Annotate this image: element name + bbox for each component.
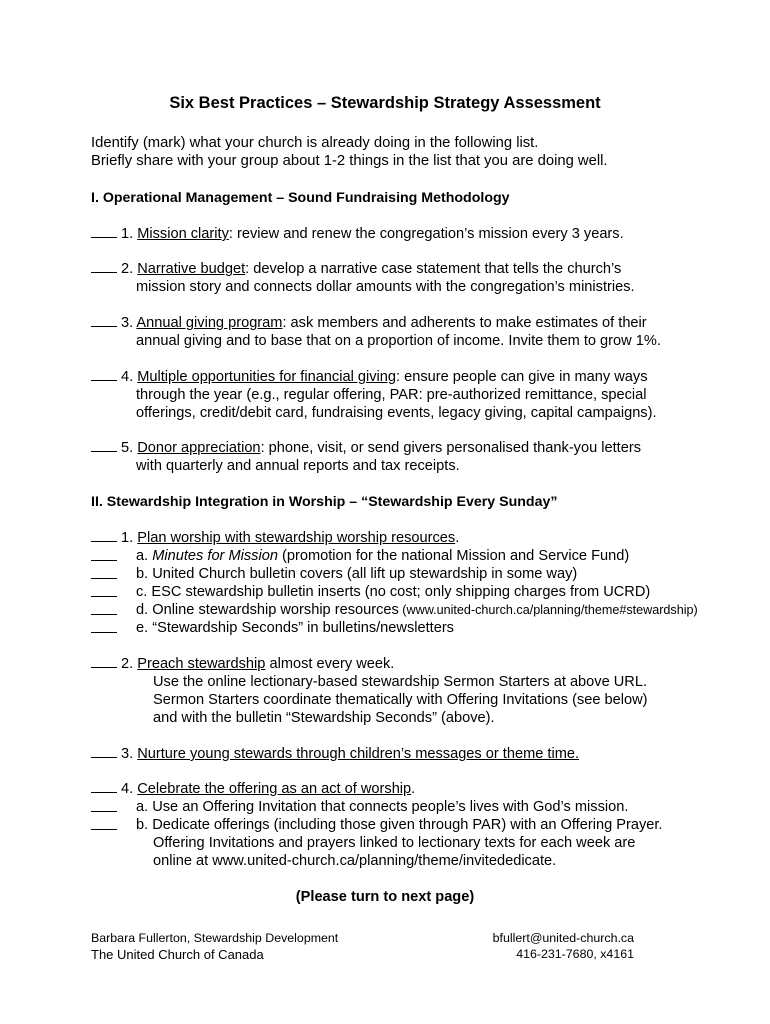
footer-organization: The United Church of Canada [91, 947, 264, 962]
footer-author: Barbara Fullerton, Stewardship Development [91, 931, 339, 945]
s2-item-1: 1. Plan worship with stewardship worship resources. [91, 529, 459, 547]
s2-item-1e: e. “Stewardship Seconds” in bulletins/newsletters [136, 620, 454, 636]
intro-line-1: Identify (mark) what your church is already doing in the following list. [91, 135, 539, 151]
s2-item-4a: a. Use an Offering Invitation that connects people’s lives with God’s mission. [136, 799, 629, 815]
s2-item-4: 4. Celebrate the offering as an act of worship. [91, 780, 415, 798]
checkbox-blank[interactable] [91, 559, 117, 561]
checkbox-blank[interactable] [91, 225, 117, 238]
checkbox-blank[interactable] [91, 439, 117, 452]
s1-item-2-line-2: mission story and connects dollar amounts with the congregation’s ministries. [136, 279, 635, 295]
footer-phone: 416-231-7680, x4161 [516, 947, 634, 961]
section-2-heading: II. Stewardship Integration in Worship – “Stewardship Every Sunday” [91, 494, 558, 510]
s2-item-1d: d. Online stewardship worship resources (www.united-church.ca/planning/theme#stewardship) [136, 602, 698, 618]
checkbox-blank[interactable] [91, 260, 117, 273]
checkbox-blank[interactable] [91, 613, 117, 615]
s2-item-2-line-1: Use the online lectionary-based stewardship Sermon Starters at above URL. [153, 674, 648, 690]
s1-item-3: 3. Annual giving program: ask members and adherents to make estimates of their [91, 314, 647, 332]
s2-item-1b: b. United Church bulletin covers (all lift up stewardship in some way) [136, 566, 578, 582]
checkbox-blank[interactable] [91, 314, 117, 327]
s1-item-5-line-2: with quarterly and annual reports and tax receipts. [136, 458, 460, 474]
checkbox-blank[interactable] [91, 577, 117, 579]
s2-item-4-line-1: Offering Invitations and prayers linked to lectionary texts for each week are [153, 835, 636, 851]
section-1-heading: I. Operational Management – Sound Fundraising Methodology [91, 190, 510, 206]
s2-item-4b: b. Dedicate offerings (including those given through PAR) with an Offering Prayer. [136, 817, 663, 833]
checkbox-blank[interactable] [91, 631, 117, 633]
s2-item-2: 2. Preach stewardship almost every week. [91, 655, 394, 673]
checkbox-blank[interactable] [91, 780, 117, 793]
s2-item-4-line-2: online at www.united-church.ca/planning/theme/invitededicate. [153, 853, 557, 869]
s1-item-4-line-3: offerings, credit/debit card, fundraising events, legacy giving, capital campaigns). [136, 405, 657, 421]
s2-item-3: 3. Nurture young stewards through children’s messages or theme time. [91, 745, 579, 763]
checkbox-blank[interactable] [91, 828, 117, 830]
page-title: Six Best Practices – Stewardship Strategy Assessment [169, 94, 601, 112]
checkbox-blank[interactable] [91, 810, 117, 812]
s1-item-4: 4. Multiple opportunities for financial giving: ensure people can give in many ways [91, 368, 648, 386]
s1-item-5: 5. Donor appreciation: phone, visit, or send givers personalised thank-you letters [91, 439, 641, 457]
s2-item-2-line-3: and with the bulletin “Stewardship Seconds” (above). [153, 710, 495, 726]
s1-item-4-line-2: through the year (e.g., regular offering, PAR: pre-authorized remittance, special [136, 387, 647, 403]
checkbox-blank[interactable] [91, 655, 117, 668]
s2-item-1a: a. Minutes for Mission (promotion for the national Mission and Service Fund) [136, 548, 630, 564]
worship-resources-url: (www.united-church.ca/planning/theme#stewardship) [398, 603, 698, 617]
footer-email: bfullert@united-church.ca [492, 931, 634, 945]
checkbox-blank[interactable] [91, 745, 117, 758]
checkbox-blank[interactable] [91, 595, 117, 597]
s2-item-1c: c. ESC stewardship bulletin inserts (no cost; only shipping charges from UCRD) [136, 584, 651, 600]
s1-item-1: 1. Mission clarity: review and renew the congregation’s mission every 3 years. [91, 225, 624, 243]
intro-line-2: Briefly share with your group about 1-2 things in the list that you are doing well. [91, 153, 608, 169]
s1-item-2: 2. Narrative budget: develop a narrative case statement that tells the church’s [91, 260, 621, 278]
s2-item-2-line-2: Sermon Starters coordinate thematically with Offering Invitations (see below) [153, 692, 648, 708]
s1-item-3-line-2: annual giving and to base that on a proportion of income. Invite them to grow 1%. [136, 333, 661, 349]
turn-page-note: (Please turn to next page) [295, 889, 475, 905]
checkbox-blank[interactable] [91, 529, 117, 542]
checkbox-blank[interactable] [91, 368, 117, 381]
